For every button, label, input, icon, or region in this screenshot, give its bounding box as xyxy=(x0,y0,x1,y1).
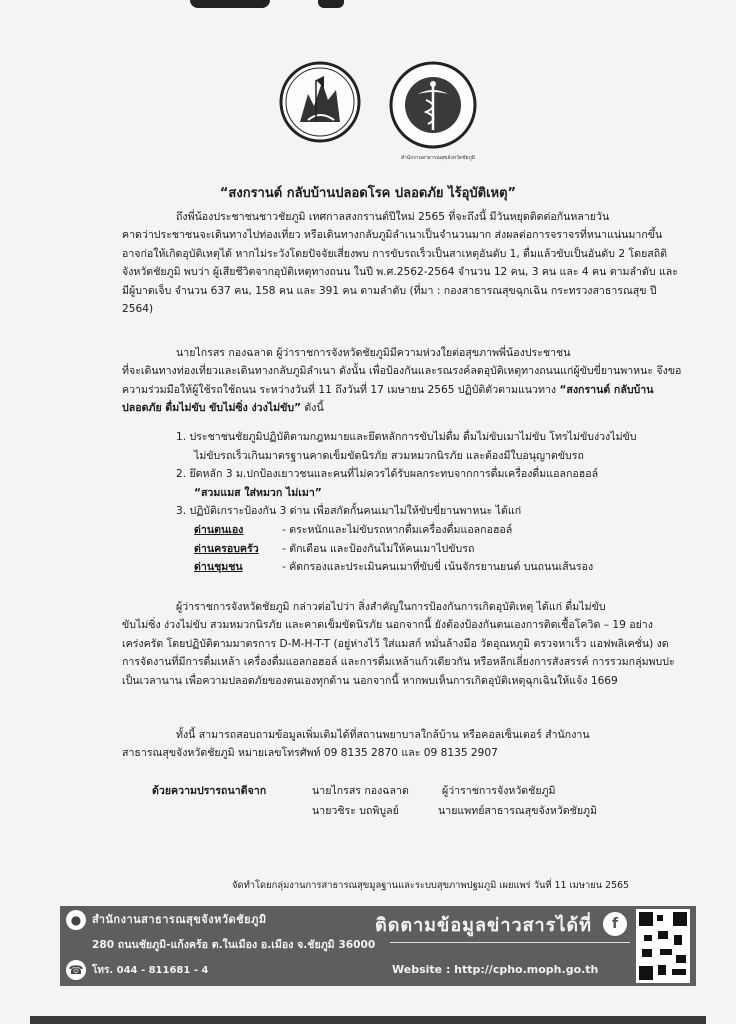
campaign-slogan: “สงกรานต์ กลับบ้านปลอดภัย ดื่มไม่ขับ ขับไม่ซิ่ง ง่วงไม่ขับ” xyxy=(122,383,654,415)
paragraph-4-first-line: ทั้งนี้ สามารถสอบถามข้อมูลเพิ่มเติมได้ที่สถานพยาบาลใกล้บ้าน หรือคอลเซ็นเตอร์ สำนักงาน xyxy=(176,729,590,741)
chaiyaphum-province-seal-icon xyxy=(278,60,362,144)
follow-news-heading: ติดตามข้อมูลข่าวสารได้ที่ xyxy=(375,915,592,936)
facebook-icon[interactable]: f xyxy=(603,912,627,936)
website-link[interactable]: Website : http://cpho.moph.go.th xyxy=(392,963,599,976)
three-m-quote: “สวมแมส ใส่หมวก ไม่เมา” xyxy=(194,486,322,499)
aspect-text: - ตระหนักและไม่ขับรถหากดื่มเครื่องดื่มแอลกอฮอล์ xyxy=(282,523,513,536)
aspect-label: ด่านครอบครัว xyxy=(194,542,259,555)
aspect-text: - ตักเตือน และป้องกันไม่ให้คนเมาไปขับรถ xyxy=(282,542,475,555)
slogan-suffix: ดังนี้ xyxy=(301,402,324,415)
location-pin-icon: ● xyxy=(66,910,86,930)
moph-caption: สำนักงานสาธารณสุขจังหวัดชัยภูมิ xyxy=(400,155,476,161)
banner-address: 280 ถนนชัยภูมิ-แก้งคร้อ ต.ในเมือง อ.เมือง จ.ชัยภูมิ 36000 xyxy=(92,939,376,951)
aspect-label: ด่านตนเอง xyxy=(194,523,244,536)
header-logos xyxy=(270,58,490,161)
list-item-continuation: ไม่ขับรถเร็วเกินมาตรฐานคาดเข็มขัดนิรภัย สวมหมวกนิรภัย และต้องมีใบอนุญาตขับรถ xyxy=(194,449,584,462)
scan-artifact-top xyxy=(190,0,270,8)
aspect-row xyxy=(176,540,676,559)
aspect-text: - คัดกรองและประเมินคนเมาที่ขับขี่ เน้นจักรยานยนต์ บนถนนเส้นรอง xyxy=(282,561,594,574)
guideline-list xyxy=(176,428,676,577)
moph-logo-icon xyxy=(388,60,478,150)
paragraph-2-first-line: นายไกรสร กองฉลาด ผู้ว่าราชการจังหวัดชัยภูมิมีความห่วงใยต่อสุขภาพพี่น้องประชาชน xyxy=(176,347,571,359)
scan-artifact-bottom xyxy=(30,1016,706,1024)
page-title: “สงกรานต์ กลับบ้านปลอดโรค ปลอดภัย ไร้อุบัติเหตุ” xyxy=(219,186,517,201)
signatory-position: นายแพทย์สาธารณสุขจังหวัดชัยภูมิ xyxy=(438,805,598,817)
paragraph-3-body: ขับไม่ซิ่ง ง่วงไม่ขับ สวมหมวกนิรภัย และคาดเข็มขัดนิรภัย นอกจากนี้ ยังต้องป้องกันตนเองการติดเชื้อโควิด – 19 อย่างเคร่งครัด โดยปฏิบัติตามมาตรการ D-M-H-T-T (อยู่ห่างไว้ ใส่แมสก์ หมั่นล้างมือ วัดอุณหภูมิ ตรวจหาเร็ว แอฟพลิเคชั่น) งดการจัดงานที่มีการดื่มเหล้า เครื่องดื่มแอลกอฮอล์ และการดื่มเหล้าแก้วเดียวกัน หรือหลีกเลี่ยงการสังสรรค์ การรวมกลุ่มพบปะเป็นเวลานาน เพื่อความปลอดภัยของตนเองทุกด้าน นอกจากนี้ หากพบเห็นการเกิดอุบัติเหตุฉุกเฉินให้แจ้ง 1669 xyxy=(122,619,675,687)
paragraph-1-body: คาดว่าประชาชนจะเดินทางไปท่องเที่ยว หรือเดินทางกลับภูมิลำเนาเป็นจำนวนมาก ส่งผลต่อการจราจรที่หนาแน่นมากขึ้น อาจก่อให้เกิดอุบัติเหตุได้ หากไม่ระวังโดยปัจจัยเสี่ยงพบ การขับรถเร็วเป็นสาเหตุอันดับ 1, ดื่มแล้วขับเป็นอันดับ 2 โดยสถิติจังหวัดชัยภูมิ พบว่า ผู้เสียชีวิตจากอุบัติเหตุทางถนน ในปี พ.ศ.2562-2564 จำนวน 12 คน, 3 คน และ 4 คน ตามลำดับ และมีผู้บาดเจ็บ จำนวน 637 คน, 158 คน และ 391 คน ตามลำดับ (ที่มา : กองสาธารณสุขฉุกเฉิน กระทรวงสาธารณสุข ปี 2564) xyxy=(122,229,678,316)
qr-code-icon[interactable] xyxy=(636,909,690,983)
aspect-row xyxy=(176,558,676,577)
closing-phrase: ด้วยความปรารถนาดีจาก xyxy=(152,785,267,797)
list-item: 3. ปฏิบัติเกราะป้องกัน 3 ด่าน เพื่อสกัดกั้นคนเมาไม่ให้ขับขี่ยานพาหนะ ได้แก่ xyxy=(176,505,522,518)
signatory-name: นายวชิระ บถพิบูลย์ xyxy=(312,805,399,817)
paragraph-2-body xyxy=(122,362,682,418)
aspect-label: ด่านชุมชน xyxy=(194,561,243,574)
paragraph-3-first-line: ผู้ว่าราชการจังหวัดชัยภูมิ กล่าวต่อไปว่า สิ่งสำคัญในการป้องกันการเกิดอุบัติเหตุ ได้แก่ ดื่มไม่ขับ xyxy=(176,601,606,613)
publication-footnote: จัดทำโดยกลุ่มงานการสาธารณสุขมูลฐานและระบบสุขภาพปฐมภูมิ เผยแพร่ วันที่ 11 เมษายน 2565 xyxy=(232,880,630,891)
list-item: 2. ยึดหลัก 3 ม.ปกป้องเยาวชนและคนที่ไม่ควรได้รับผลกระทบจากการดื่มเครื่องดื่มแอลกอฮอล์ xyxy=(176,468,599,481)
signatory-name: นายไกรสร กองฉลาด xyxy=(312,785,409,797)
contact-banner xyxy=(60,906,696,986)
list-item: 1. ประชาชนชัยภูมิปฏิบัติตามกฎหมายและยึดหลักการขับไม่ดื่ม ดื่มไม่ขับเมาไม่ขับ โทรไม่ขับง่วงไม่ขับ xyxy=(176,431,637,443)
paragraph-4-body: สาธารณสุขจังหวัดชัยภูมิ หมายเลขโทรศัพท์ 09 8135 2870 และ 09 8135 2907 xyxy=(122,747,498,759)
paragraph-1-first-line: ถึงพี่น้องประชาชนชาวชัยภูมิ เทศกาลสงกรานต์ปีใหม่ 2565 ที่จะถึงนี้ มีวันหยุดติดต่อกันหลายวัน xyxy=(176,211,610,223)
signatory-position: ผู้ว่าราชการจังหวัดชัยภูมิ xyxy=(442,785,556,797)
phone-icon: ☎ xyxy=(66,960,86,980)
banner-phone: โทร. 044 - 811681 - 4 xyxy=(92,965,209,976)
scan-artifact-top-small xyxy=(318,0,344,8)
paragraph-2-text: ที่จะเดินทางท่องเที่ยวและเดินทางกลับภูมิลำเนา ดังนั้น เพื่อป้องกันและรณรงค์ลดอุบัติเหตุทางถนนแก่ผู้ขับขี่ยานพาหนะ จึงขอความร่วมมือให้ผู้ใช้รถใช้ถนน ระหว่างวันที่ 11 ถึงวันที่ 17 เมษายน 2565 ปฏิบัติตัวตามแนวทาง xyxy=(122,365,682,396)
banner-divider xyxy=(390,942,630,943)
banner-org-name: สำนักงานสาธารณสุขจังหวัดชัยภูมิ xyxy=(92,913,267,926)
aspect-row xyxy=(176,521,676,540)
